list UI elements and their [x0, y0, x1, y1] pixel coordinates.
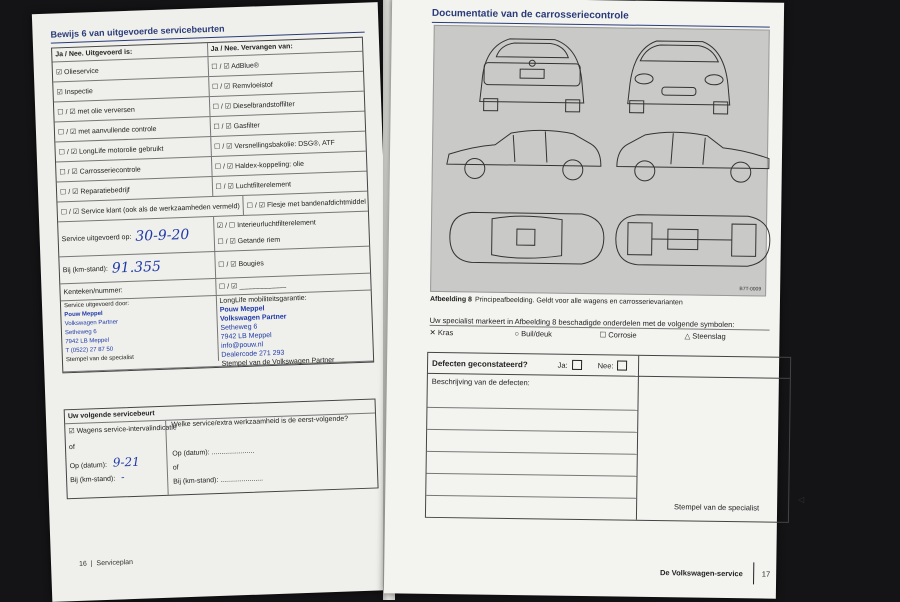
figure-code: B7T-0009: [739, 286, 762, 293]
next-service-box: [64, 398, 379, 499]
defects-header: [428, 353, 640, 377]
page-number: 17: [761, 569, 771, 579]
stone-chip-symbol: △ Steenslag: [684, 331, 726, 341]
row-left[interactable]: ☐ / ☑ met aanvullende controle: [55, 117, 211, 141]
next-service-right: [171, 414, 373, 495]
header-right: Ja / Nee. Vervangen van:: [210, 43, 293, 53]
description-line[interactable]: [427, 473, 637, 477]
next-date-label: Op (datum):: [69, 461, 108, 471]
stamp-right-caption: Stempel van de Volkswagen Partner: [221, 356, 335, 368]
defects-description-label: Beschrijving van de defecten:: [431, 376, 530, 388]
service-date-label: Service uitgevoerd op:: [61, 233, 132, 243]
description-line[interactable]: [427, 429, 637, 433]
page-footer: [660, 561, 770, 585]
car-front-view-icon: [628, 41, 731, 114]
service-date-cell[interactable]: [58, 217, 215, 256]
dealer-code: Dealercode 271 293: [221, 349, 285, 359]
next-service-left: [68, 421, 177, 498]
page-title: Bewijs 6 van uitgevoerde servicebeurten: [50, 23, 225, 40]
car-diagram-svg: [431, 26, 769, 296]
row-right[interactable]: ☐ / ☑ Dieselbrandstoffilter: [212, 100, 295, 111]
car-underside-icon: [615, 214, 770, 266]
dealer-city: 7942 LB Meppel: [65, 337, 110, 346]
table-row: [61, 291, 373, 373]
next-date-value[interactable]: 9-21: [112, 454, 141, 470]
no-label: Nee:: [597, 360, 614, 370]
corrosion-symbol: ☐ Corrosie: [599, 330, 637, 340]
row-right[interactable]: ☐ / ☑ Flesje met bandenafdichtmiddel: [246, 198, 366, 210]
dealer-stamp-left: [61, 296, 219, 366]
description-line[interactable]: [427, 407, 637, 411]
dealer-type: Volkswagen Partner: [64, 319, 119, 328]
triangle-icon: ◁: [797, 495, 805, 505]
dealer-type-2: Volkswagen Partner: [219, 313, 287, 323]
row-right[interactable]: ☑ / ☐ Interieurluchtfilterelement: [216, 219, 316, 230]
row-left[interactable]: ☐ / ☑ Carrosseriecontrole: [56, 157, 212, 181]
stamp-header: [638, 356, 790, 379]
defects-box: [425, 352, 805, 523]
next-service-indicator[interactable]: ☑ Wagens service-intervalindicatie: [68, 424, 177, 436]
row-left[interactable]: ☐ / ☑ LongLife motorolie gebruikt: [55, 137, 211, 161]
row-left[interactable]: ☐ / ☑ met olie verversen: [54, 97, 210, 121]
dealer-name-2: Pouw Meppel: [219, 305, 265, 314]
stamp-column: [636, 356, 639, 520]
row-right[interactable]: ☐ / ☑ AdBlue®: [211, 61, 260, 71]
figure-caption: [430, 296, 683, 307]
dealer-street-2: Setheweg 6: [220, 323, 258, 332]
car-side-left-icon: [447, 129, 602, 180]
stamp-left-caption: Stempel van de specialist: [65, 354, 135, 364]
spark-plugs-item[interactable]: ☐ / ☑ Bougies: [218, 260, 264, 269]
row-right[interactable]: ☐ / ☑ Haldex-koppeling: olie: [214, 160, 305, 171]
row-right[interactable]: ☐ / ☑ Gasfilter: [213, 121, 260, 131]
service-table: [51, 37, 374, 374]
km-value[interactable]: 91.355: [111, 258, 162, 277]
service-date-value[interactable]: 30-9-20: [135, 226, 190, 245]
next-km-row[interactable]: [70, 469, 166, 488]
page-title: Documentatie van de carrosseriecontrole: [431, 7, 629, 22]
left-page: [32, 2, 398, 602]
right-page: [384, 0, 805, 599]
car-rear-view-icon: [480, 39, 585, 112]
description-line[interactable]: [427, 451, 637, 455]
plate-label: Kenteken/nummer:: [60, 279, 216, 300]
row-right[interactable]: ☐ / ☑ Remvloeistof: [211, 81, 273, 91]
description-line[interactable]: [426, 495, 636, 499]
dealer-stamp-right: [216, 291, 373, 370]
dent-symbol: ○ Buil/deuk: [514, 329, 553, 339]
symbol-legend: [429, 328, 769, 342]
page-footer: 16 | Serviceplan: [78, 559, 134, 568]
dealer-city-2: 7942 LB Meppel: [220, 332, 272, 341]
next-right-date[interactable]: Op (datum): ......................: [172, 447, 255, 458]
defects-label: Defecten geconstateerd?: [432, 358, 528, 369]
row-right-group: [214, 212, 370, 251]
dealer-street: Setheweg 6: [64, 329, 97, 337]
km-cell[interactable]: [59, 252, 215, 283]
next-km-value[interactable]: -: [120, 472, 125, 484]
row-right[interactable]: ☐ / ☑ Luchtfilterelement: [215, 180, 292, 191]
no-checkbox[interactable]: [617, 360, 627, 370]
divider: [753, 562, 754, 584]
scratch-symbol: ✕ Kras: [429, 327, 454, 338]
row-right[interactable]: ☐ / ☑ Versnellingsbakolie: DSG®, ATF: [213, 139, 335, 151]
car-top-view-icon: [449, 212, 604, 264]
next-km-label: Bij (km-stand):: [70, 475, 116, 485]
instruction-text: Uw specialist markeert in Afbeelding 8 beschadigde onderdelen met de volgende symbolen:: [429, 315, 735, 330]
yes-label: Ja:: [557, 360, 568, 370]
yes-checkbox[interactable]: [572, 360, 582, 370]
row-left[interactable]: ☑ Inspectie: [53, 77, 209, 101]
next-question: Welke service/extra werkzaamheid is de eerst-volgende?: [171, 415, 349, 429]
next-right-km[interactable]: Bij (km-stand): ......................: [173, 475, 264, 486]
longlife-title: LongLife mobiliteitsgarantie:: [219, 294, 307, 305]
dealer-name: Pouw Meppel: [64, 310, 103, 319]
dealer-phone: T (0522) 27 87 50: [65, 346, 114, 355]
header-left: Ja / Nee. Uitgevoerd is:: [52, 43, 208, 61]
section-name: Serviceplan: [96, 559, 134, 568]
caption-label: Afbeelding 8: [429, 295, 473, 304]
extra-item[interactable]: ☐ / ☑ ____________: [218, 281, 287, 291]
row-left[interactable]: ☐ / ☑ Service klant (ook als de werkzaamheden vermeld): [57, 196, 244, 221]
section-name: De Volkswagen-service: [659, 567, 743, 578]
stamp-caption: Stempel van de specialist: [674, 502, 760, 513]
car-side-right-icon: [617, 131, 770, 182]
next-service-title: Uw volgende servicebeurt: [65, 399, 375, 424]
page-number: 16: [78, 560, 87, 568]
stamp-caption-small: Service uitgevoerd door:: [63, 301, 130, 310]
row-left[interactable]: ☑ Olieservice: [53, 57, 209, 81]
next-of: of: [68, 443, 75, 452]
car-diagram: [430, 25, 770, 297]
timing-belt-item[interactable]: ☐ / ☑ Getande riem: [217, 236, 281, 246]
dealer-email: info@pouw.nl: [220, 341, 264, 350]
caption-text: Principeafbeelding. Geldt voor alle wagens en carrosserievarianten: [474, 296, 683, 307]
km-label: Bij (km-stand):: [62, 265, 109, 274]
row-left[interactable]: ☐ / ☑ Reparatiebedrijf: [57, 177, 213, 201]
next-right-of: of: [172, 464, 179, 472]
